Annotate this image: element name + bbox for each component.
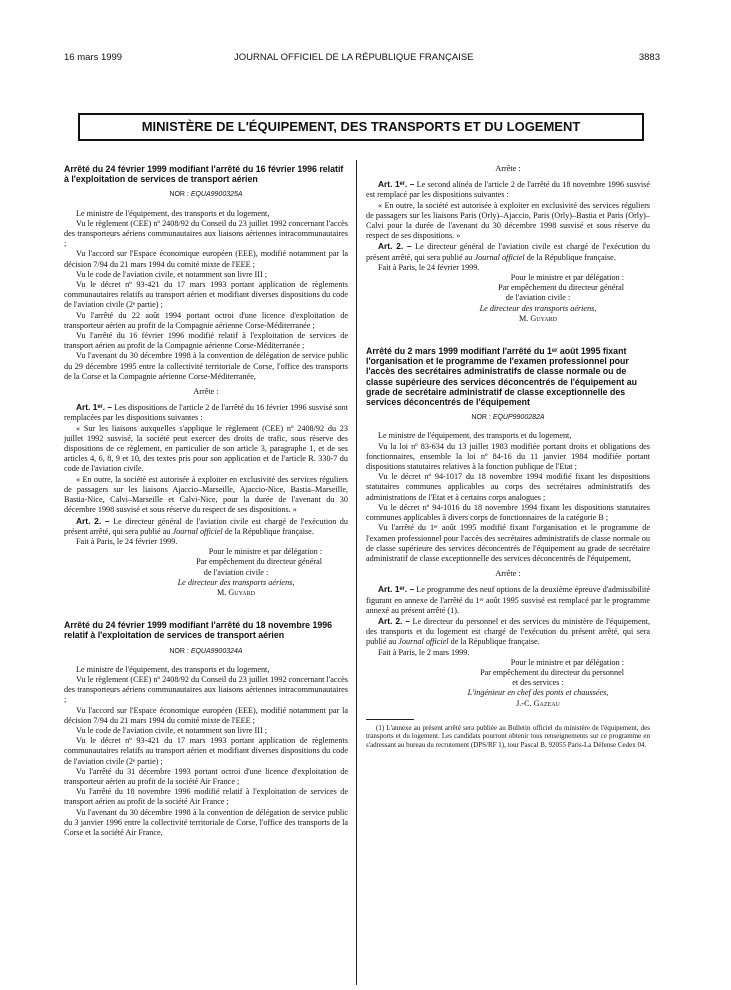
- decree-1-signatory: M. Guyard: [217, 587, 255, 597]
- decree-1-signature: Pour le ministre et par délégation :: [208, 547, 322, 557]
- decree-1-visa: Vu l'arrêté du 16 février 1996 modifié relatif à l'exploitation de services de transport aérien au profit de la Compagnie aérienne Corse-Méditerranée ;: [64, 331, 348, 351]
- decree-3-minister: Le ministre de l'équipement, des transports et du logement,: [378, 431, 572, 441]
- decree-1-title: Arrêté du 24 février 1999 modifiant l'arrêté du 16 février 1996 relatif à l'exploitation de services de transport aérien: [64, 164, 344, 185]
- decree-2-signature: Le directeur des transports aériens,: [479, 303, 597, 313]
- header-page-number: 3883: [638, 52, 660, 63]
- decree-3-signatory: J.-C. Gazeau: [516, 698, 560, 708]
- decree-2-visa: Vu l'avenant du 30 décembre 1998 à la convention de délégation de service public du 3 janvier 1996 entre la collectivité territoriale de Corse, l'office des transports de la Corse et la société Air France,: [64, 807, 348, 837]
- decree-3-signature: Par empêchement du directeur du personnel: [480, 667, 624, 677]
- decree-2-visa: Vu le décret nº 93-421 du 17 mars 1993 portant application de règlements communautaires relatifs au transport aérien et modifiant diverses dispositions du code de l'aviation civile (2ᵉ partie) ;: [64, 736, 348, 766]
- decree-1-article-2: Art. 2. – Le directeur général de l'aviation civile est chargé de l'exécution du présent arrêté, qui sera publié au Journal officiel de la République française.: [64, 515, 348, 536]
- decree-2-minister: Le ministre de l'équipement, des transports et du logement,: [76, 664, 270, 674]
- header-date: 16 mars 1999: [64, 52, 123, 63]
- decree-1-signature: Par empêchement du directeur général: [196, 557, 322, 567]
- decree-2-arrete: Arrête :: [495, 164, 521, 173]
- decree-3-visa: Vu la loi nº 83-634 du 13 juillet 1983 modifiée portant droits et obligations des fonctionnaires, ensemble la loi nº 84-16 du 11 janvier 1984 modifiée portant dispositions statutaires relatives à la fonction publique de l'Etat ;: [366, 441, 650, 472]
- decree-3-signature: L'ingénieur en chef des ponts et chaussées,: [467, 688, 609, 698]
- footnote: (1) L'annexe au présent arrêté sera publiée au Bulletin officiel du ministère de l'équipement, des transports et du logement. Les candidats pourront obtenir tous renseignements sur ce programme en s'adressant au bureau du recrutement (DPS/RF 1), tour Pascal B, 92055 Paris-La Défense Cedex 04.: [366, 723, 650, 749]
- header-journal: JOURNAL OFFICIEL DE LA RÉPUBLIQUE FRANÇAISE: [234, 52, 474, 63]
- decree-1-visa: Vu le règlement (CEE) nº 2408/92 du Conseil du 23 juillet 1992 concernant l'accès des transporteurs aériens communautaires aux liaisons aériennes intracommunautaires ;: [64, 218, 348, 249]
- ministry-banner: MINISTÈRE DE L'ÉQUIPEMENT, DES TRANSPORTS ET DU LOGEMENT: [78, 113, 644, 141]
- decree-2-quote: « En outre, la société est autorisée à exploiter en exclusivité des services réguliers de passagers sur les liaisons Paris (Orly)–Ajaccio, Paris (Orly)–Bastia et Paris (Orly)–Calvi pour la durée de l'avenant du 30 décembre 1998 susvisé et sous réserve du respect de ses dispositions. »: [366, 200, 650, 241]
- decree-2-article-1: Art. 1ᵉʳ. – Le second alinéa de l'article 2 de l'arrêté du 18 novembre 1996 susvisé est remplacé par les dispositions suivantes :: [366, 179, 650, 200]
- decree-2-article-2: Art. 2. – Le directeur général de l'aviation civile est chargé de l'exécution du présent arrêté, qui sera publié au Journal officiel de la République française.: [366, 241, 650, 262]
- decree-1-signature: Le directeur des transports aériens,: [177, 577, 295, 587]
- decree-2-fait: Fait à Paris, le 24 février 1999.: [378, 262, 480, 272]
- decree-2-signature: Par empêchement du directeur général: [498, 283, 624, 293]
- decree-1-nor: NOR : EQUA9900325A: [169, 191, 243, 199]
- decree-1-visa: Vu le décret nº 93-421 du 17 mars 1993 portant application de règlements communautaires relatifs au transport aérien et modifiant diverses dispositions du code de l'aviation civile (2ᵉ partie) ;: [64, 280, 348, 310]
- decree-2-signature: Pour le ministre et par délégation :: [510, 273, 624, 283]
- decree-2-visa: Vu le règlement (CEE) nº 2408/92 du Conseil du 23 juillet 1992 concernant l'accès des transporteurs aériens communautaires aux liaisons aériennes intracommunautaires ;: [64, 674, 348, 705]
- left-column: [64, 164, 348, 838]
- decree-2-nor: NOR : EQUA9900324A: [169, 647, 243, 655]
- decree-1-visa: Vu le code de l'aviation civile, et notamment son livre III ;: [76, 269, 268, 279]
- decree-3-signature: et des services :: [512, 678, 564, 688]
- column-divider: [356, 160, 357, 985]
- decree-1-fait: Fait à Paris, le 24 février 1999.: [76, 536, 178, 546]
- decree-2-visa: Vu l'accord sur l'Espace économique européen (EEE), modifié notamment par la décision 7/94 du 21 mars 1994 du comité mixte de l'EEE ;: [64, 705, 348, 725]
- decree-1-article-1: Art. 1ᵉʳ. – Les dispositions de l'article 2 de l'arrêté du 16 février 1996 susvisé sont remplacées par les dispositions suivantes :: [64, 402, 348, 423]
- decree-2-visa: Vu l'arrêté du 18 novembre 1996 modifié relatif à l'exploitation de services de transport aérien au profit de la société Air France ;: [64, 787, 348, 807]
- decree-1-visa: Vu l'avenant du 30 décembre 1998 à la convention de délégation de service public du 29 décembre 1995 entre la collectivité territoriale de Corse, l'office des transports de la Corse et la Compagnie aérienne Corse-Méditerranée,: [64, 351, 348, 381]
- decree-3-signature: Pour le ministre et par délégation :: [510, 657, 624, 667]
- decree-3-arrete: Arrête :: [495, 569, 521, 579]
- decree-2-visa: Vu l'arrêté du 31 décembre 1993 portant octroi d'une licence d'exploitation de transporteur aérien au profit de la société Air France ;: [64, 766, 348, 786]
- decree-1-minister: Le ministre de l'équipement, des transports et du logement,: [76, 208, 270, 218]
- decree-2-visa: Vu le code de l'aviation civile, et notamment son livre III ;: [76, 725, 268, 735]
- decree-1-quote: « En outre, la société est autorisée à exploiter en exclusivité des services réguliers de passagers sur les liaisons Ajaccio–Marseille, Ajaccio-Nice, Bastia–Marseille, Bastia-Nice, Calvi–Marseille et Calvi-Nice, pour la durée de l'avenant du 30 décembre 1998 susvisé et sous réserve du respect de ses dispositions. »: [64, 474, 348, 515]
- right-column: [366, 164, 650, 750]
- decree-1-arrete: Arrête :: [193, 387, 219, 397]
- decree-1-quote: « Sur les liaisons auxquelles s'applique le règlement (CEE) nº 2408/92 du 23 juillet 1992 susvisé, la société peut exercer des droits de trafic, sous réserve des dispositions de ce règlement, en particulier de son article 3, paragraphe 1, et de ses articles 4, 6, 8, 9 et 10, des textes pris pour son application et de l'article R. 330-7 du code de l'aviation civile.: [64, 423, 348, 474]
- decree-1-signature: de l'aviation civile :: [203, 567, 269, 577]
- decree-3-visa: Vu le décret nº 94-1017 du 18 novembre 1994 modifié fixant les dispositions statutaires communes applicables au corps des secrétaires administratifs des administrations de l'Etat et à certains corps analogues ;: [366, 472, 650, 502]
- decree-3-nor: NOR : EQUP9900282A: [471, 414, 545, 422]
- footnote-rule: [366, 719, 414, 720]
- page-header: [64, 52, 660, 66]
- decree-2-signatory: M. Guyard: [519, 313, 557, 323]
- decree-3-title: Arrêté du 2 mars 1999 modifiant l'arrêté du 1ᵉʳ août 1995 fixant l'organisation et le programme de l'examen professionnel pour l'accès des secrétaires administratifs de classe normale ou de classe supérieure des services déconcentrés de l'équipement au grade de secrétaire administratif de classe exceptionnelle des services déconcentrés de l'équipement: [366, 346, 638, 408]
- decree-1-visa: Vu l'arrêté du 22 août 1994 portant octroi d'une licence d'exploitation de transporteur aérien au profit de la Compagnie aérienne Corse-Méditerranée ;: [64, 310, 348, 330]
- decree-3-article-1: Art. 1ᵉʳ. – Le programme des neuf options de la deuxième épreuve d'admissibilité figurant en annexe de l'arrêté du 1ᵉʳ août 1995 susvisé est remplacé par le programme annexé au présent arrêté (1).: [366, 584, 651, 615]
- decree-2-signature: de l'aviation civile :: [505, 293, 571, 303]
- decree-1-visa: Vu l'accord sur l'Espace économique européen (EEE), modifié notamment par la décision 7/94 du 21 mars 1994 du comité mixte de l'EEE ;: [64, 249, 348, 269]
- decree-2-title: Arrêté du 24 février 1999 modifiant l'arrêté du 18 novembre 1996 relatif à l'exploitation de services de transport aérien: [64, 620, 333, 641]
- decree-3-visa: Vu le décret nº 94-1016 du 18 novembre 1994 fixant les dispositions statutaires communes applicables à divers corps de fonctionnaires de la catégorie B ;: [366, 502, 650, 523]
- decree-3-fait: Fait à Paris, le 2 mars 1999.: [378, 647, 470, 657]
- decree-3-article-2: Art. 2. – Le directeur du personnel et des services du ministère de l'équipement, des transports et du logement est chargé de l'exécution du présent arrêté, qui sera publié au Journal officiel de la République française.: [366, 615, 650, 647]
- decree-3-visa: Vu l'arrêté du 1ᵉʳ août 1995 modifié fixant l'organisation et le programme de l'examen professionnel pour l'accès des secrétaires administratifs de classe normale ou de classe supérieure des services déconcentrés de l'équipement au grade de secrétaire administratif de classe exceptionnelle des services déconcentrés de l'équipement,: [366, 523, 650, 563]
